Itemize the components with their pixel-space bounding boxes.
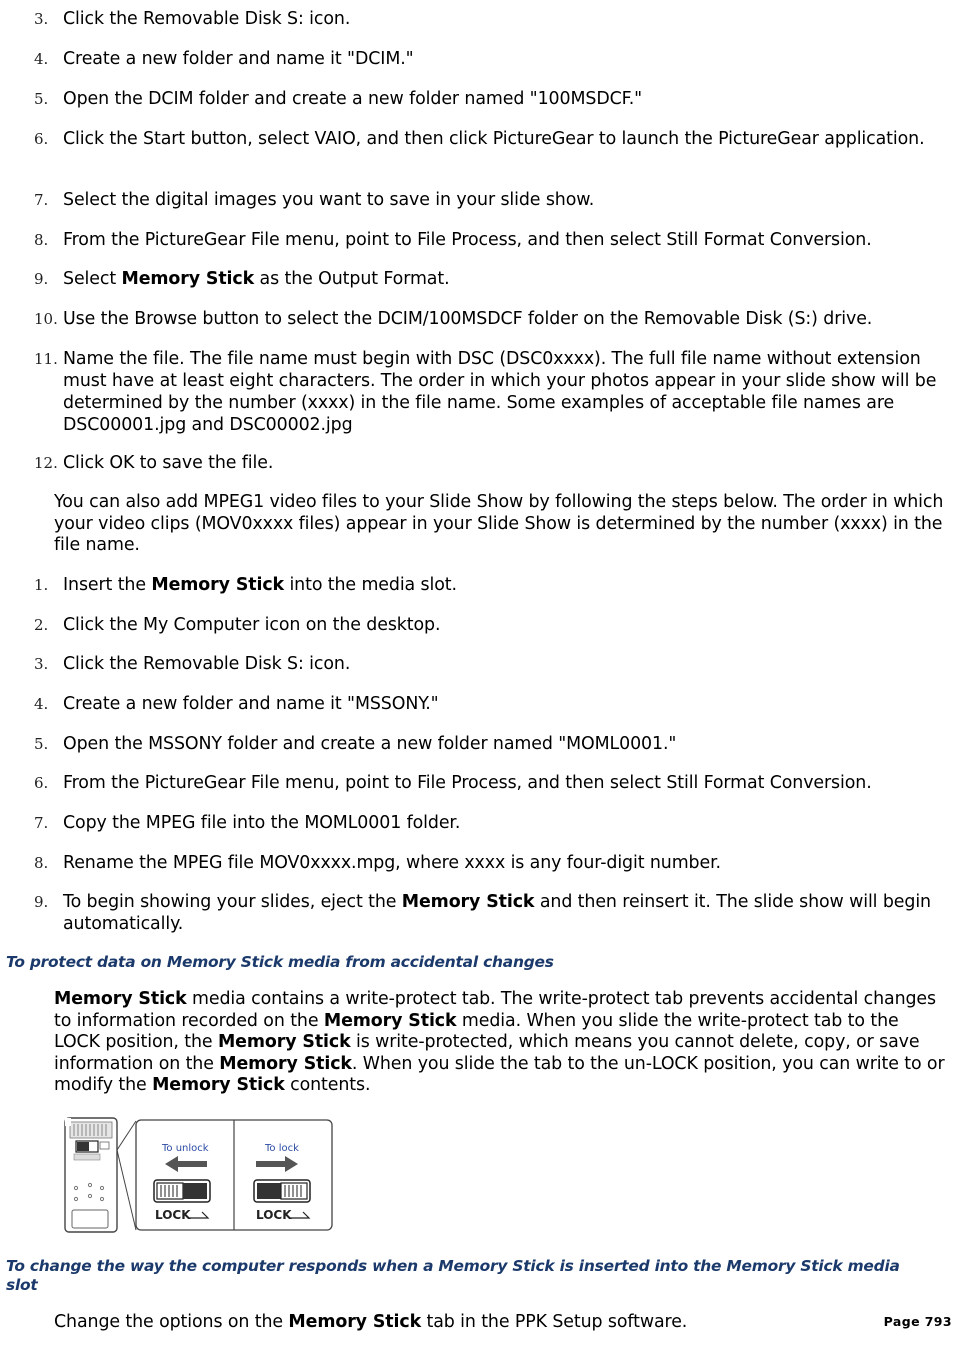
step-text: Click the My Computer icon on the desktop. (63, 615, 441, 635)
step-text: Insert the Memory Stick into the media slot. (63, 575, 457, 595)
protect-heading: To protect data on Memory Stick media from accidental changes (6, 953, 554, 971)
step-number: 6. (34, 130, 49, 148)
step-number: 12. (34, 454, 58, 472)
mpeg-intro-paragraph: You can also add MPEG1 video files to your Slide Show by following the steps below. The order in which your video clips (MOV0xxxx files) appear in your Slide Show is determined by the number (xxxx) in the file name. (54, 492, 944, 555)
step-number: 10. (34, 310, 58, 328)
step-number: 5. (34, 90, 49, 108)
step-number: 6. (34, 774, 49, 792)
step-number: 2. (34, 616, 49, 634)
lock-direction-label: To lock (265, 1143, 299, 1154)
step-text: Open the DCIM folder and create a new folder named "100MSDCF." (63, 89, 643, 109)
change-heading: To change the way the computer responds when a Memory Stick is inserted into the Memory Stick media slot (6, 1257, 900, 1294)
step-text: From the PictureGear File menu, point to File Process, and then select Still Format Conversion. (63, 773, 872, 793)
memory-stick-term: Memory Stick (401, 892, 535, 912)
step-number: 3. (34, 10, 49, 28)
step-text: Select the digital images you want to save in your slide show. (63, 190, 595, 210)
step-number: 4. (34, 695, 49, 713)
step-number: 7. (34, 191, 49, 209)
step-number: 1. (34, 576, 49, 594)
step-number: 9. (34, 893, 49, 911)
step-text: Rename the MPEG file MOV0xxxx.mpg, where xxxx is any four-digit number. (63, 853, 721, 873)
step-number: 9. (34, 270, 49, 288)
step-number: 8. (34, 231, 49, 249)
step-text: Click the Removable Disk S: icon. (63, 9, 351, 29)
step-text: Name the file. The file name must begin with DSC (DSC0xxxx). The full file name without extension must have at least eight characters. The order in which your photos appear in your slide show will be determined by the number (xxxx) in the file name. Some examples of acceptable file names are DSC00001.jpg and DSC00002.jpg (63, 349, 937, 435)
step-text: Click the Removable Disk S: icon. (63, 654, 351, 674)
step-text: Select Memory Stick as the Output Format. (63, 269, 450, 289)
memory-stick-term: Memory Stick (151, 575, 285, 595)
step-number: 4. (34, 50, 49, 68)
page-number: Page 793 (883, 1314, 952, 1329)
step-text: Click OK to save the file. (63, 453, 274, 473)
step-text: Open the MSSONY folder and create a new folder named "MOML0001." (63, 734, 677, 754)
write-protect-figure (62, 1116, 334, 1234)
unlock-label: To unlock (162, 1143, 209, 1154)
step-text: From the PictureGear File menu, point to File Process, and then select Still Format Conversion. (63, 230, 872, 250)
step-text: Create a new folder and name it "DCIM." (63, 49, 414, 69)
change-paragraph: Change the options on the Memory Stick tab in the PPK Setup software. (54, 1312, 688, 1332)
lock-switch-icon (254, 1180, 310, 1202)
step-number: 5. (34, 735, 49, 753)
memory-stick-term: Memory Stick (121, 269, 255, 289)
step-number: 8. (34, 854, 49, 872)
unlock-switch-icon (154, 1180, 210, 1202)
protect-paragraph: Memory Stick media contains a write-protect tab. The write-protect tab prevents accidental changes to information recorded on the Memory Stick media. When you slide the write-protect tab to the LOCK position, the Memory Stick is write-protected, which means you cannot delete, copy, or save information on the Memory Stick. When you slide the tab to the un-LOCK position, you can write to or modify the Memory Stick contents. (54, 989, 945, 1095)
step-text: Use the Browse button to select the DCIM/100MSDCF folder on the Removable Disk (S:) drive. (63, 309, 873, 329)
memory-stick-card-icon (65, 1118, 117, 1232)
step-text: To begin showing your slides, eject the Memory Stick and then reinsert it. The slide show will begin automatically. (63, 892, 931, 934)
step-text: Click the Start button, select VAIO, and then click PictureGear to launch the PictureGear application. (63, 129, 925, 149)
step-number: 11. (34, 350, 58, 368)
step-text: Copy the MPEG file into the MOML0001 folder. (63, 813, 461, 833)
step-text: Create a new folder and name it "MSSONY." (63, 694, 439, 714)
step-number: 7. (34, 814, 49, 832)
lock-label-2: LOCK (256, 1208, 292, 1222)
lock-label: LOCK (155, 1208, 191, 1222)
step-number: 3. (34, 655, 49, 673)
